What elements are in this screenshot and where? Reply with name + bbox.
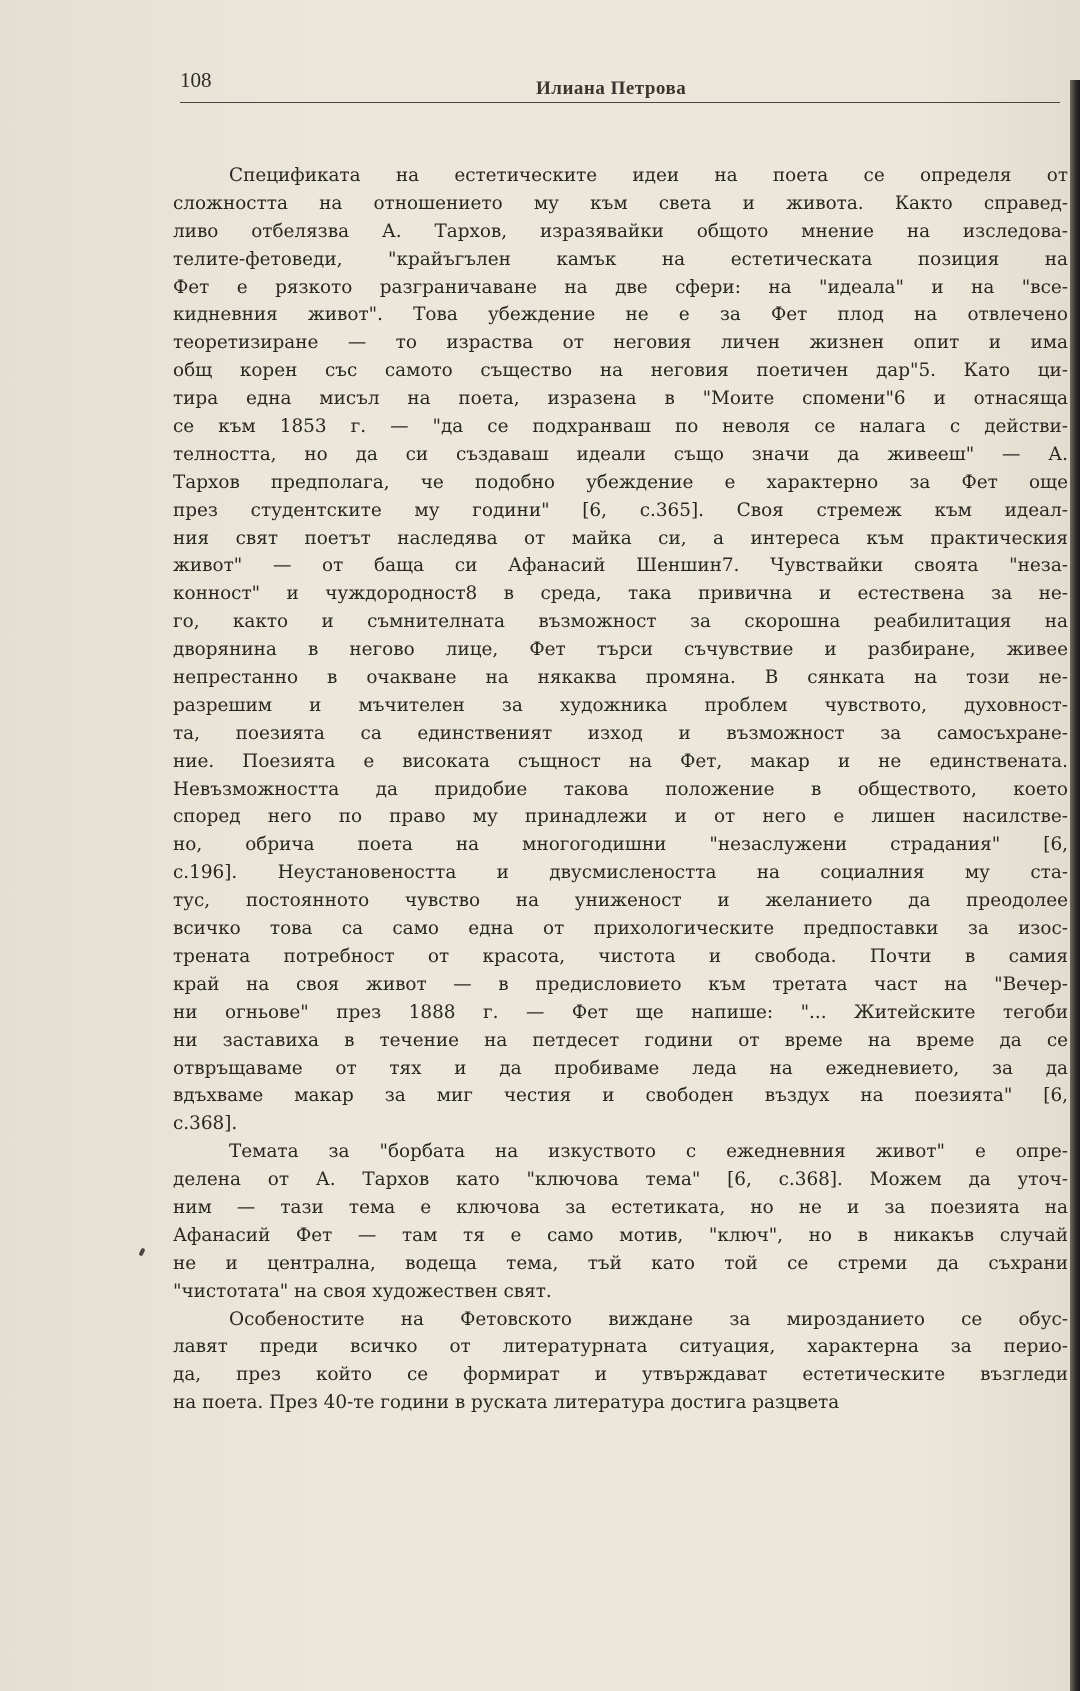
text-line: го, както и съмнителната възможност за скорошна реабилитация на [173, 611, 1068, 633]
text-line: дворянина в негово лице, Фет търси съчувствие и разбиране, живее [173, 639, 1068, 661]
text-line: телите-фетоведи, "крайъгълен камък на естетическата позиция на [173, 248, 1068, 270]
text-line: делена от А. Тархов като "ключова тема" [6, с.368]. Можем да уточ- [173, 1169, 1068, 1191]
text-line: вдъхваме макар за миг честия и свободен въздух на поезията" [6, [173, 1085, 1068, 1107]
text-line: трената потребност от красота, чистота и свобода. Почти в самия [173, 945, 1068, 967]
page-edge-shadow [1070, 80, 1080, 1691]
header-rule [180, 102, 1060, 103]
text-line: ни огньове" през 1888 г. — Фет ще напише: "... Житейските тегоби [173, 1001, 1068, 1023]
text-line: живот" — от баща си Афанасий Шеншин7. Чувствайки своята "неза- [173, 555, 1068, 577]
text-line: се към 1853 г. — "да се подхранваш по неволя се налага с действи- [173, 416, 1068, 438]
text-line: Тархов предполага, че подобно убеждение е характерно за Фет още [173, 471, 1068, 493]
text-line: според него по право му принадлежи и от него е лишен насилстве- [173, 806, 1068, 828]
text-line: с.368]. [173, 1113, 238, 1135]
text-line: с.196]. Неустановеността и двусмислеността на социалния му ста- [173, 862, 1068, 884]
text-line: конност" и чуждородност8 в среда, така привична и естествена за не- [173, 583, 1068, 605]
page-number: 108 [180, 68, 212, 92]
text-line: ния свят поетът наследява от майка си, а интереса към практическия [173, 527, 1068, 549]
text-line: лавят преди всичко от литературната ситуация, характерна за перио- [173, 1336, 1068, 1358]
paragraph [173, 162, 1068, 1138]
text-line: Фет е рязкото разграничаване на две сфери: на "идеала" и на "все- [173, 276, 1068, 298]
page-header [180, 68, 1060, 102]
text-line: Спецификата на естетическите идеи на поета се определя от [229, 165, 1068, 186]
body-text [173, 162, 1068, 1417]
paragraph [173, 1138, 1068, 1305]
text-line: Особеностите на Фетовското виждане за мирозданието се обус- [229, 1308, 1068, 1330]
text-line: не и централна, водеща тема, тъй като той се стреми да съхрани [173, 1252, 1068, 1274]
text-line: Афанасий Фет — там тя е само мотив, "ключ", но в никакъв случай [173, 1224, 1068, 1246]
text-line: да, през който се формират и утвърждават естетическите възгледи [173, 1364, 1068, 1386]
text-line: Невъзможността да придобие такова положение в обществото, което [173, 778, 1068, 800]
text-line: тира една мисъл на поета, изразена в "Моите спомени"6 и отнасяща [173, 388, 1068, 410]
text-line: непрестанно в очакване на някаква промяна. В сянката на този не- [173, 667, 1068, 689]
text-line: телността, но да си създаваш идеали също значи да живееш" — А. [173, 443, 1068, 465]
stray-ink-mark [138, 1248, 145, 1257]
text-line: кидневния живот". Това убеждение не е за Фет плод на отвлечено [173, 304, 1068, 326]
text-line: край на своя живот — в предисловието към третата част на "Вечер- [173, 973, 1068, 995]
text-line: "чистотата" на своя художествен свят. [173, 1280, 552, 1302]
text-line: отвръщаваме от тях и да пробиваме леда на ежедневието, за да [173, 1057, 1068, 1079]
text-line: разрешим и мъчителен за художника проблем чувството, духовност- [173, 694, 1068, 716]
text-line: Темата за "борбата на изкуството с ежедневния живот" е опре- [229, 1141, 1068, 1163]
text-line: теоретизиране — то израства от неговия личен жизнен опит и има [173, 332, 1068, 354]
paragraph [173, 1306, 1068, 1418]
running-head-author: Илиана Петрова [536, 78, 687, 99]
text-line: сложността на отношението му към света и живота. Както справед- [173, 192, 1068, 214]
text-line: ливо отбелязва А. Тархов, изразявайки общото мнение на изследова- [173, 220, 1068, 242]
text-line: ни заставиха в течение на петдесет години от време на време да се [173, 1029, 1068, 1051]
text-line: но, обрича поета на многогодишни "незаслужени страдания" [6, [173, 834, 1068, 856]
text-line: през студентските му години" [6, с.365]. Своя стремеж към идеал- [173, 499, 1068, 521]
text-line: ние. Поезията е високата същност на Фет, макар и не единствената. [173, 750, 1068, 772]
text-line: на поета. През 40-те години в руската литература достига разцвета [173, 1392, 840, 1414]
text-line: общ корен със самото същество на неговия поетичен дар"5. Като ци- [173, 360, 1068, 382]
text-line: ним — тази тема е ключова за естетиката, но не и за поезията на [173, 1196, 1068, 1218]
text-line: тус, постоянното чувство на униженост и желанието да преодолее [173, 890, 1068, 912]
text-line: та, поезията са единственият изход и възможност за самосъхране- [173, 722, 1068, 744]
text-line: всичко това са само една от прихологическите предпоставки за изос- [173, 918, 1068, 940]
